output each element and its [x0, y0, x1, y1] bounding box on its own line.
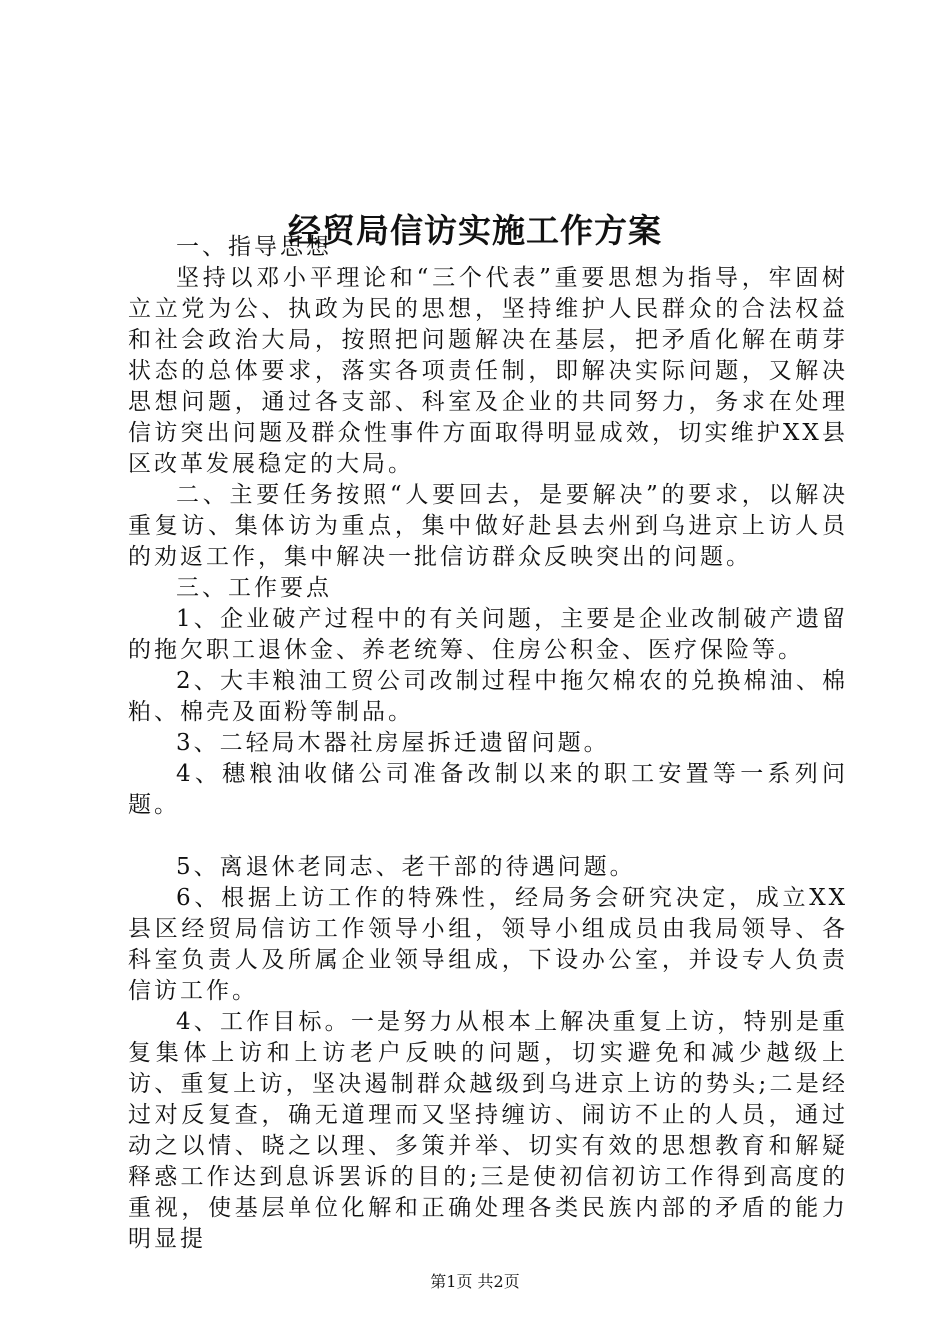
- list-item-3: 3、二轻局木器社房屋拆迁遗留问题。: [176, 730, 610, 756]
- list-item-4: 4、穗粮油收储公司准备改制以来的职工安置等一系列问题。: [128, 761, 848, 818]
- list-item-6: 6、根据上访工作的特殊性，经局务会研究决定，成立XX县区经贸局信访工作领导小组，领导小组成员由我局领导、各科室负责人及所属企业领导组成，下设办公室，并设专人负责信访工作。: [128, 885, 848, 1004]
- section-heading-work-points: 三、工作要点: [176, 575, 332, 601]
- list-item-5: 5、离退休老同志、老干部的待遇问题。: [176, 854, 636, 880]
- document-title: 经贸局信访实施工作方案: [288, 211, 662, 251]
- list-item-1: 1、企业破产过程中的有关问题，主要是企业改制破产遗留的拖欠职工退休金、养老统筹、住房公积金、医疗保险等。: [128, 606, 848, 663]
- document-body: [128, 232, 848, 1255]
- paragraph-main-tasks: 二、主要任务按照“人要回去，是要解决”的要求，以解决重复访、集体访为重点，集中做好赴县去州到乌进京上访人员的劝返工作，集中解决一批信访群众反映突出的问题。: [128, 482, 848, 570]
- list-item-2: 2、大丰粮油工贸公司改制过程中拖欠棉农的兑换棉油、棉粕、棉壳及面粉等制品。: [128, 668, 848, 725]
- paragraph-work-goals: 4、工作目标。一是努力从根本上解决重复上访，特别是重复集体上访和上访老户反映的问题，切实避免和减少越级上访、重复上访，坚决遏制群众越级到乌进京上访的势头;二是经过对反复查，确无道理而又坚持缠访、闹访不止的人员，通过动之以情、晓之以理、多策并举、切实有效的思想教育和解疑释惑工作达到息诉罢诉的目的;三是使初信初访工作得到高度的重视，使基层单位化解和正确处理各类民族内部的矛盾的能力明显提: [128, 1009, 848, 1252]
- paragraph-guiding-thought: 坚持以邓小平理论和“三个代表”重要思想为指导，牢固树立立党为公、执政为民的思想，坚持维护人民群众的合法权益和社会政治大局，按照把问题解决在基层，把矛盾化解在萌芽状态的总体要求，落实各项责任制，即解决实际问题，又解决思想问题，通过各支部、科室及企业的共同努力，务求在处理信访突出问题及群众性事件方面取得明显成效，切实维护XX县区改革发展稳定的大局。: [128, 265, 848, 477]
- section-heading-guiding-thought: 一、指导思想: [176, 234, 332, 260]
- page-number: 第1页 共2页: [430, 1272, 520, 1291]
